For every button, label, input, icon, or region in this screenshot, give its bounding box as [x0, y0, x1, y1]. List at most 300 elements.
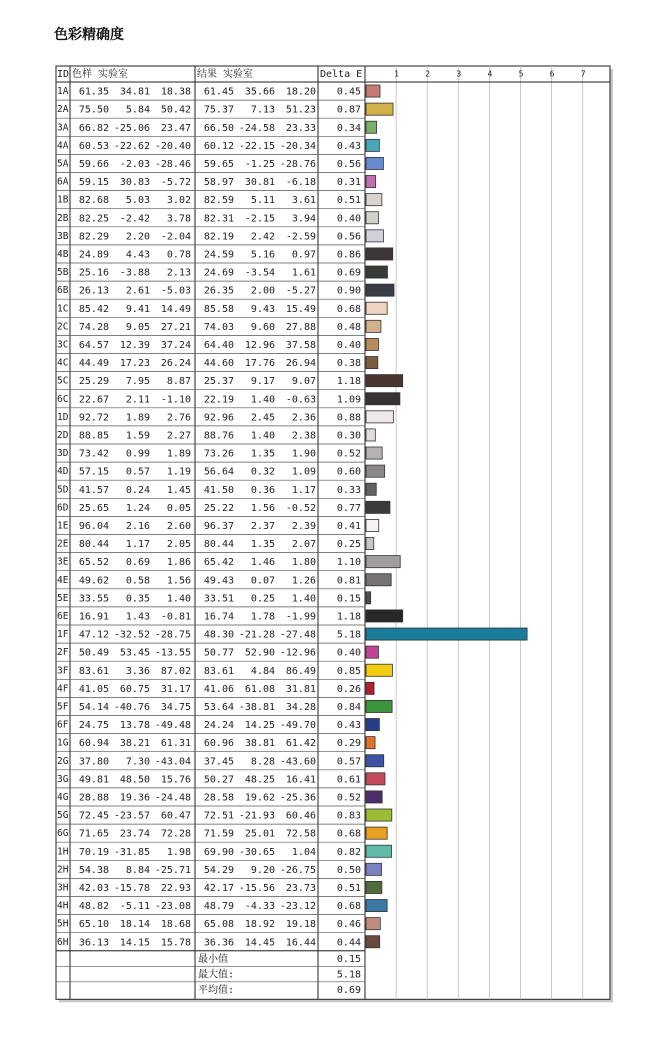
sample-lab-value: 2.20: [125, 231, 150, 243]
result-lab-value: 50.27: [203, 774, 234, 786]
result-lab-value: 0.36: [250, 484, 275, 496]
result-lab-value: 86.49: [285, 665, 316, 677]
summary-value: 5.18: [336, 969, 361, 981]
sample-lab-value: 37.80: [78, 756, 109, 768]
result-lab-value: -20.34: [279, 140, 316, 152]
result-lab-value: 1.40: [250, 430, 275, 442]
result-lab-value: 61.42: [285, 738, 316, 750]
delta-e-bar: [366, 230, 383, 242]
sample-lab-value: 61.35: [78, 86, 109, 98]
sample-lab-value: 4.43: [125, 249, 150, 261]
result-lab-value: 23.73: [285, 882, 316, 894]
delta-e-bar: [366, 737, 375, 749]
sample-lab-value: 0.99: [125, 448, 150, 460]
delta-e-value: 0.45: [336, 86, 361, 98]
patch-id: 4E: [57, 574, 69, 586]
patch-id: 6C: [57, 393, 69, 405]
delta-e-bar: [366, 447, 382, 459]
sample-lab-value: 65.52: [78, 557, 109, 569]
result-lab-value: 75.37: [203, 104, 234, 116]
delta-e-bar: [366, 592, 371, 604]
summary-value: 0.15: [336, 954, 361, 966]
patch-id: 6G: [57, 828, 69, 840]
sample-lab-value: 61.31: [160, 738, 191, 750]
result-lab-value: 5.11: [250, 195, 275, 207]
sample-lab-value: 1.56: [166, 575, 191, 587]
patch-id: 1C: [57, 303, 69, 315]
sample-lab-value: 25.65: [78, 502, 109, 514]
patch-id: 2E: [57, 538, 69, 550]
sample-lab-value: 2.05: [166, 539, 191, 551]
result-lab-value: 52.90: [244, 647, 275, 659]
patch-id: 2D: [57, 429, 69, 441]
result-lab-value: 4.84: [250, 665, 275, 677]
axis-tick-label: 3: [456, 69, 462, 79]
sample-lab-value: -25.06: [113, 122, 150, 134]
sample-lab-value: 9.41: [125, 303, 150, 315]
result-lab-value: 18.92: [244, 919, 275, 931]
sample-lab-value: 2.11: [125, 394, 150, 406]
delta-e-bar: [366, 85, 380, 97]
result-lab-value: 59.65: [203, 158, 234, 170]
result-lab-value: 7.13: [250, 104, 275, 116]
result-lab-value: 1.46: [250, 557, 275, 569]
sample-lab-value: -23.57: [113, 810, 150, 822]
result-lab-value: 65.42: [203, 557, 234, 569]
result-lab-value: 14.25: [244, 720, 275, 732]
result-lab-value: 38.81: [244, 738, 275, 750]
sample-lab-value: 18.38: [160, 86, 191, 98]
sample-lab-value: 74.28: [78, 321, 109, 333]
patch-id: 3A: [57, 122, 69, 134]
sample-lab-value: 23.47: [160, 122, 191, 134]
sample-lab-value: 24.89: [78, 249, 109, 261]
sample-lab-value: 33.55: [78, 593, 109, 605]
delta-e-value: 0.51: [336, 195, 361, 207]
patch-id: 4G: [57, 791, 69, 803]
axis-tick-label: 4: [487, 69, 493, 79]
result-lab-value: 26.35: [203, 285, 234, 297]
delta-e-bar: [366, 700, 392, 712]
sample-lab-value: 27.21: [160, 321, 191, 333]
delta-e-bar: [366, 918, 380, 930]
header-id: ID: [57, 69, 70, 80]
sample-lab-value: 7.30: [125, 756, 150, 768]
sample-lab-value: 14.15: [119, 937, 150, 949]
delta-e-bar: [366, 556, 400, 568]
delta-e-value: 0.52: [336, 792, 361, 804]
result-lab-value: 8.28: [250, 756, 275, 768]
result-lab-value: 19.18: [285, 919, 316, 931]
result-lab-value: 48.25: [244, 774, 275, 786]
delta-e-value: 0.41: [336, 520, 361, 532]
sample-lab-value: 1.98: [166, 846, 191, 858]
patch-id: 1G: [57, 737, 69, 749]
result-lab-value: 2.45: [250, 412, 275, 424]
patch-id: 6A: [57, 176, 69, 188]
result-lab-value: 1.78: [250, 611, 275, 623]
sample-lab-value: -23.08: [154, 901, 191, 913]
delta-e-value: 0.15: [336, 593, 361, 605]
delta-e-bar: [366, 900, 387, 912]
patch-id: 1B: [57, 194, 69, 206]
patch-id: 3G: [57, 773, 69, 785]
axis-tick-label: 7: [580, 69, 586, 79]
result-lab-value: 42.17: [203, 882, 234, 894]
sample-lab-value: 66.82: [78, 122, 109, 134]
result-lab-value: 0.97: [291, 249, 316, 261]
result-lab-value: 0.32: [250, 466, 275, 478]
delta-e-bar: [366, 357, 378, 369]
result-lab-value: -38.81: [238, 701, 275, 713]
result-lab-value: 9.43: [250, 303, 275, 315]
result-lab-value: 14.45: [244, 937, 275, 949]
result-lab-value: 92.96: [203, 412, 234, 424]
result-lab-value: 36.36: [203, 937, 234, 949]
sample-lab-value: 82.68: [78, 195, 109, 207]
result-lab-value: -2.15: [244, 213, 275, 225]
result-lab-value: 1.40: [291, 593, 316, 605]
delta-e-bar: [366, 664, 392, 676]
patch-id: 6D: [57, 502, 69, 514]
result-lab-value: 9.07: [291, 376, 316, 388]
sample-lab-value: -3.88: [119, 267, 150, 279]
result-lab-value: -4.33: [244, 901, 275, 913]
result-lab-value: -23.12: [279, 901, 316, 913]
result-lab-value: -12.96: [279, 647, 316, 659]
result-lab-value: 2.00: [250, 285, 275, 297]
result-lab-value: 2.42: [250, 231, 275, 243]
result-lab-value: 9.20: [250, 864, 275, 876]
sample-lab-value: -28.75: [154, 629, 191, 641]
result-lab-value: -43.60: [279, 756, 316, 768]
result-lab-value: 1.09: [291, 466, 316, 478]
patch-id: 3E: [57, 556, 69, 568]
sample-lab-value: 72.45: [78, 810, 109, 822]
sample-lab-value: -0.81: [160, 611, 191, 623]
summary-value: 0.69: [336, 985, 361, 997]
sample-lab-value: 9.05: [125, 321, 150, 333]
sample-lab-value: 41.57: [78, 484, 109, 496]
sample-lab-value: 82.29: [78, 231, 109, 243]
result-lab-value: 49.43: [203, 575, 234, 587]
result-lab-value: 1.35: [250, 539, 275, 551]
patch-id: 2A: [57, 104, 69, 116]
patch-id: 5C: [57, 375, 69, 387]
patch-id: 2F: [57, 647, 69, 659]
delta-e-value: 0.57: [336, 756, 361, 768]
result-lab-value: 69.90: [203, 846, 234, 858]
result-lab-value: 24.24: [203, 720, 234, 732]
result-lab-value: 16.44: [285, 937, 316, 949]
sample-lab-value: 28.88: [78, 792, 109, 804]
sample-lab-value: -20.40: [154, 140, 191, 152]
result-lab-value: 65.08: [203, 919, 234, 931]
delta-e-bar: [366, 610, 403, 622]
sample-lab-value: 48.82: [78, 901, 109, 913]
result-lab-value: 2.39: [291, 520, 316, 532]
patch-id: 1D: [57, 411, 69, 423]
sample-lab-value: 2.27: [166, 430, 191, 442]
result-lab-value: 71.59: [203, 828, 234, 840]
delta-e-bar: [366, 628, 527, 640]
sample-lab-value: 49.81: [78, 774, 109, 786]
result-lab-value: 31.81: [285, 683, 316, 695]
result-lab-value: 53.64: [203, 701, 234, 713]
patch-id: 6H: [57, 936, 69, 948]
delta-e-bar: [366, 519, 379, 531]
sample-lab-value: 25.29: [78, 376, 109, 388]
result-lab-value: 82.19: [203, 231, 234, 243]
delta-e-value: 0.56: [336, 231, 361, 243]
sample-lab-value: 17.23: [119, 358, 150, 370]
summary-label: 最大值:: [198, 969, 235, 981]
patch-id: 3D: [57, 448, 69, 460]
sample-lab-value: 0.78: [166, 249, 191, 261]
sample-lab-value: 22.67: [78, 394, 109, 406]
sample-lab-value: -25.71: [154, 864, 191, 876]
sample-lab-value: 85.42: [78, 303, 109, 315]
delta-e-value: 0.68: [336, 828, 361, 840]
delta-e-bar: [366, 646, 378, 658]
delta-e-bar: [366, 393, 400, 405]
result-lab-value: -0.63: [285, 394, 316, 406]
sample-lab-value: 31.17: [160, 683, 191, 695]
result-lab-value: 2.36: [291, 412, 316, 424]
sample-lab-value: 15.76: [160, 774, 191, 786]
result-lab-value: 58.97: [203, 177, 234, 189]
result-lab-value: 48.30: [203, 629, 234, 641]
result-lab-value: -27.48: [279, 629, 316, 641]
result-lab-value: 82.59: [203, 195, 234, 207]
sample-lab-value: 2.16: [125, 520, 150, 532]
result-lab-value: -1.99: [285, 611, 316, 623]
delta-e-bar: [366, 121, 377, 133]
patch-id: 5D: [57, 484, 69, 496]
patch-id: 2H: [57, 864, 69, 876]
result-lab-value: 1.04: [291, 846, 316, 858]
delta-e-value: 0.34: [336, 122, 361, 134]
result-lab-value: 2.38: [291, 430, 316, 442]
result-lab-value: 19.62: [244, 792, 275, 804]
sample-lab-value: 0.24: [125, 484, 150, 496]
axis-tick-label: 2: [425, 69, 431, 79]
patch-id: 5H: [57, 918, 69, 930]
patch-id: 3C: [57, 339, 69, 351]
result-lab-value: 88.76: [203, 430, 234, 442]
patch-id: 2G: [57, 755, 69, 767]
delta-e-bar: [366, 501, 390, 513]
sample-lab-value: 92.72: [78, 412, 109, 424]
result-lab-value: 72.51: [203, 810, 234, 822]
result-lab-value: 24.59: [203, 249, 234, 261]
sample-lab-value: 73.42: [78, 448, 109, 460]
patch-id: 3H: [57, 882, 69, 894]
result-lab-value: 17.76: [244, 358, 275, 370]
sample-lab-value: -49.48: [154, 720, 191, 732]
summary-label: 平均值:: [198, 985, 235, 997]
result-lab-value: -30.65: [238, 846, 275, 858]
result-lab-value: 2.37: [250, 520, 275, 532]
result-lab-value: -49.70: [279, 720, 316, 732]
axis-tick-label: 6: [549, 69, 555, 79]
delta-e-value: 0.61: [336, 774, 361, 786]
sample-lab-value: 70.19: [78, 846, 109, 858]
result-lab-value: 60.96: [203, 738, 234, 750]
result-lab-value: -26.75: [279, 864, 316, 876]
delta-e-value: 0.50: [336, 864, 361, 876]
patch-id: 1F: [57, 629, 69, 641]
sample-lab-value: 60.94: [78, 738, 109, 750]
result-lab-value: -5.27: [285, 285, 316, 297]
delta-e-bar: [366, 139, 379, 151]
sample-lab-value: -5.03: [160, 285, 191, 297]
sample-lab-value: -5.72: [160, 177, 191, 189]
result-lab-value: 35.66: [244, 86, 275, 98]
sample-lab-value: 47.12: [78, 629, 109, 641]
header-sample-lab: 色样 实验室: [72, 69, 129, 80]
sample-lab-value: 14.49: [160, 303, 191, 315]
sample-lab-value: 22.93: [160, 882, 191, 894]
delta-e-value: 0.25: [336, 539, 361, 551]
result-lab-value: -6.18: [285, 177, 316, 189]
result-lab-value: 12.96: [244, 339, 275, 351]
result-lab-value: -25.36: [279, 792, 316, 804]
result-lab-value: 34.28: [285, 701, 316, 713]
patch-id: 1H: [57, 846, 69, 858]
sample-lab-value: 1.59: [125, 430, 150, 442]
delta-e-value: 0.60: [336, 466, 361, 478]
sample-lab-value: -5.11: [119, 901, 150, 913]
result-lab-value: 37.45: [203, 756, 234, 768]
patch-id: 6B: [57, 285, 69, 297]
sample-lab-value: -2.04: [160, 231, 191, 243]
delta-e-bar: [366, 176, 376, 188]
sample-lab-value: 3.02: [166, 195, 191, 207]
sample-lab-value: 1.19: [166, 466, 191, 478]
patch-id: 5E: [57, 592, 69, 604]
sample-lab-value: 2.61: [125, 285, 150, 297]
sample-lab-value: 26.24: [160, 358, 191, 370]
delta-e-value: 0.30: [336, 430, 361, 442]
result-lab-value: 64.40: [203, 339, 234, 351]
sample-lab-value: 59.15: [78, 177, 109, 189]
sample-lab-value: 13.78: [119, 720, 150, 732]
delta-e-bar: [366, 302, 387, 314]
sample-lab-value: 23.74: [119, 828, 150, 840]
sample-lab-value: 48.50: [119, 774, 150, 786]
result-lab-value: 28.58: [203, 792, 234, 804]
sample-lab-value: 1.17: [125, 539, 150, 551]
result-lab-value: 16.41: [285, 774, 316, 786]
sample-lab-value: 44.49: [78, 358, 109, 370]
sample-lab-value: 36.13: [78, 937, 109, 949]
result-lab-value: 26.94: [285, 358, 316, 370]
delta-e-bar: [366, 936, 380, 948]
result-lab-value: -21.93: [238, 810, 275, 822]
delta-e-value: 0.56: [336, 158, 361, 170]
delta-e-bar: [366, 538, 374, 550]
delta-e-value: 0.86: [336, 249, 361, 261]
delta-e-value: 0.81: [336, 575, 361, 587]
result-lab-value: -15.56: [238, 882, 275, 894]
result-lab-value: 3.61: [291, 195, 316, 207]
delta-e-bar: [366, 881, 382, 893]
sample-lab-value: 12.39: [119, 339, 150, 351]
patch-id: 6E: [57, 610, 69, 622]
delta-e-value: 0.26: [336, 683, 361, 695]
result-lab-value: 61.08: [244, 683, 275, 695]
delta-e-value: 1.09: [336, 394, 361, 406]
result-lab-value: 74.03: [203, 321, 234, 333]
result-lab-value: 85.58: [203, 303, 234, 315]
sample-lab-value: 5.84: [125, 104, 150, 116]
delta-e-bar: [366, 863, 382, 875]
result-lab-value: -28.76: [279, 158, 316, 170]
patch-id: 6F: [57, 719, 69, 731]
sample-lab-value: 65.10: [78, 919, 109, 931]
sample-lab-value: 18.14: [119, 919, 150, 931]
result-lab-value: 61.45: [203, 86, 234, 98]
sample-lab-value: 2.60: [166, 520, 191, 532]
sample-lab-value: -28.46: [154, 158, 191, 170]
sample-lab-value: -24.48: [154, 792, 191, 804]
result-lab-value: 27.88: [285, 321, 316, 333]
result-lab-value: -22.15: [238, 140, 275, 152]
sample-lab-value: -15.78: [113, 882, 150, 894]
sample-lab-value: -1.10: [160, 394, 191, 406]
result-lab-value: 5.16: [250, 249, 275, 261]
delta-e-value: 0.77: [336, 502, 361, 514]
sample-lab-value: 50.49: [78, 647, 109, 659]
sample-lab-value: 2.13: [166, 267, 191, 279]
delta-e-value: 0.48: [336, 321, 361, 333]
result-lab-value: 24.69: [203, 267, 234, 279]
delta-e-value: 0.29: [336, 738, 361, 750]
delta-e-bar: [366, 429, 375, 441]
patch-id: 5A: [57, 158, 69, 170]
result-lab-value: -1.25: [244, 158, 275, 170]
delta-e-value: 0.84: [336, 701, 361, 713]
sample-lab-value: 15.78: [160, 937, 191, 949]
result-lab-value: 25.37: [203, 376, 234, 388]
delta-e-bar: [366, 845, 392, 857]
sample-lab-value: 75.50: [78, 104, 109, 116]
header-delta-e: Delta E: [320, 69, 363, 80]
delta-e-bar: [366, 682, 374, 694]
delta-e-value: 0.87: [336, 104, 361, 116]
sample-lab-value: 38.21: [119, 738, 150, 750]
sample-lab-value: 49.62: [78, 575, 109, 587]
page-title: 色彩精确度: [54, 27, 124, 43]
result-lab-value: 25.01: [244, 828, 275, 840]
patch-id: 3B: [57, 230, 69, 242]
sample-lab-value: 37.24: [160, 339, 191, 351]
sample-lab-value: 87.02: [160, 665, 191, 677]
patch-id: 4B: [57, 248, 69, 260]
result-lab-value: 60.46: [285, 810, 316, 822]
result-lab-value: 23.33: [285, 122, 316, 134]
result-lab-value: 22.19: [203, 394, 234, 406]
delta-e-bar: [366, 809, 392, 821]
patch-id: 5B: [57, 267, 69, 279]
result-lab-value: 15.49: [285, 303, 316, 315]
delta-e-bar: [366, 791, 382, 803]
sample-lab-value: 2.76: [166, 412, 191, 424]
delta-e-bar: [366, 266, 387, 278]
sample-lab-value: 71.65: [78, 828, 109, 840]
sample-lab-value: -32.52: [113, 629, 150, 641]
